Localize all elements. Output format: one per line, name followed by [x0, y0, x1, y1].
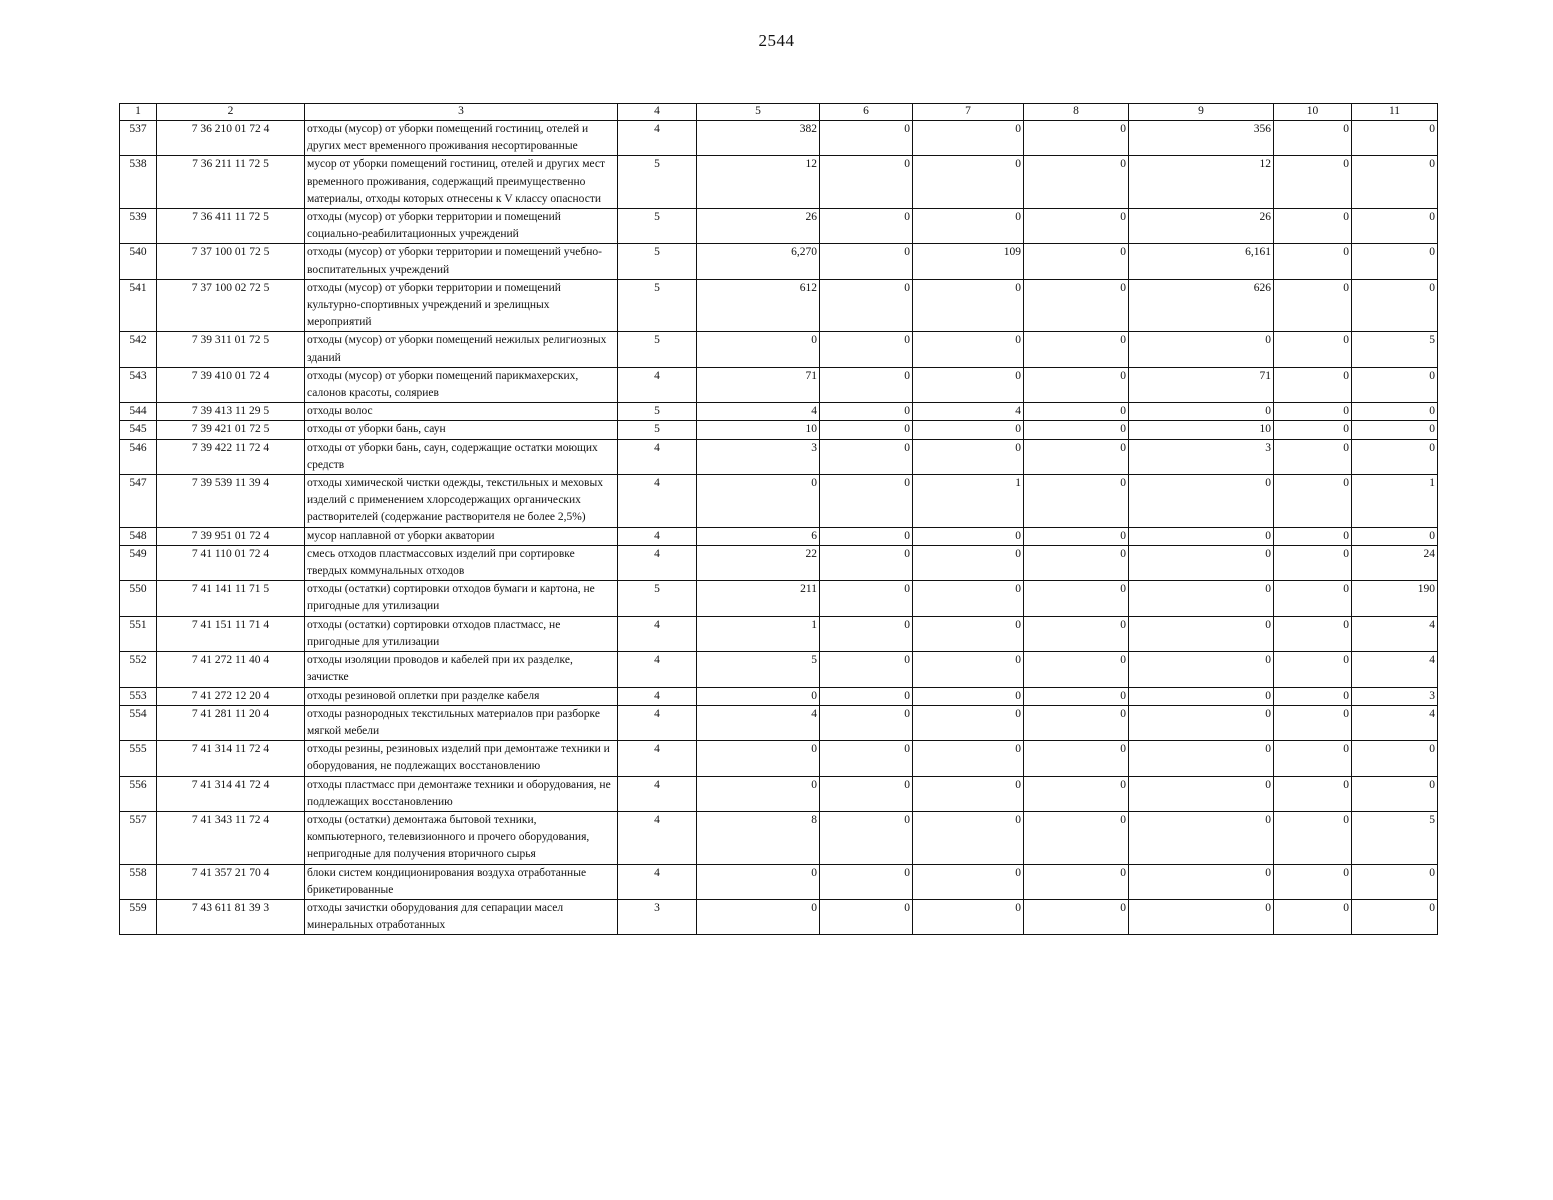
value-col9-cell: 6,161 [1129, 244, 1274, 279]
table-row [120, 209, 1438, 244]
value-col9-cell: 12 [1129, 156, 1274, 209]
waste-code-cell: 7 41 141 11 71 5 [157, 581, 305, 616]
value-col6-cell: 0 [820, 776, 913, 811]
value-col8-cell: 0 [1024, 209, 1129, 244]
hazard-class-cell: 4 [618, 652, 697, 687]
value-col10-cell: 0 [1274, 279, 1352, 332]
value-col11-cell: 4 [1352, 652, 1438, 687]
value-col11-cell: 0 [1352, 244, 1438, 279]
value-col10-cell: 0 [1274, 332, 1352, 367]
row-number-cell: 552 [120, 652, 157, 687]
value-col6-cell: 0 [820, 156, 913, 209]
hazard-class-cell: 4 [618, 811, 697, 864]
value-col5-cell: 6 [697, 527, 820, 545]
waste-code-cell: 7 37 100 01 72 5 [157, 244, 305, 279]
value-col7-cell: 0 [913, 811, 1024, 864]
value-col10-cell: 0 [1274, 899, 1352, 934]
value-col9-cell: 0 [1129, 705, 1274, 740]
row-number-cell: 541 [120, 279, 157, 332]
value-col8-cell: 0 [1024, 244, 1129, 279]
table-row [120, 403, 1438, 421]
value-col7-cell: 0 [913, 367, 1024, 402]
waste-name-cell: отходы от уборки бань, саун [305, 421, 618, 439]
value-col5-cell: 0 [697, 776, 820, 811]
value-col8-cell: 0 [1024, 475, 1129, 528]
value-col9-cell: 10 [1129, 421, 1274, 439]
value-col8-cell: 0 [1024, 811, 1129, 864]
hazard-class-cell: 4 [618, 527, 697, 545]
hazard-class-cell: 3 [618, 899, 697, 934]
waste-code-cell: 7 41 151 11 71 4 [157, 616, 305, 651]
waste-code-cell: 7 41 314 11 72 4 [157, 741, 305, 776]
value-col11-cell: 0 [1352, 899, 1438, 934]
value-col10-cell: 0 [1274, 156, 1352, 209]
waste-code-cell: 7 41 314 41 72 4 [157, 776, 305, 811]
waste-name-cell: отходы (мусор) от уборки помещений парикмахерских, салонов красоты, соляриев [305, 367, 618, 402]
waste-name-cell: мусор от уборки помещений гостиниц, отелей и других мест временного проживания, содержащий преимущественно материалы, отходы которых отнесены к V классу опасности [305, 156, 618, 209]
column-header: 11 [1352, 104, 1438, 121]
value-col8-cell: 0 [1024, 367, 1129, 402]
column-header: 10 [1274, 104, 1352, 121]
value-col5-cell: 8 [697, 811, 820, 864]
table-row [120, 545, 1438, 580]
value-col7-cell: 0 [913, 687, 1024, 705]
value-col10-cell: 0 [1274, 864, 1352, 899]
hazard-class-cell: 4 [618, 741, 697, 776]
value-col7-cell: 0 [913, 776, 1024, 811]
value-col6-cell: 0 [820, 332, 913, 367]
hazard-class-cell: 5 [618, 421, 697, 439]
value-col8-cell: 0 [1024, 652, 1129, 687]
waste-name-cell: смесь отходов пластмассовых изделий при сортировке твердых коммунальных отходов [305, 545, 618, 580]
value-col8-cell: 0 [1024, 705, 1129, 740]
table-row [120, 279, 1438, 332]
table-row [120, 156, 1438, 209]
hazard-class-cell: 4 [618, 545, 697, 580]
value-col9-cell: 0 [1129, 741, 1274, 776]
value-col9-cell: 0 [1129, 332, 1274, 367]
column-header: 6 [820, 104, 913, 121]
value-col5-cell: 0 [697, 475, 820, 528]
waste-code-cell: 7 37 100 02 72 5 [157, 279, 305, 332]
value-col7-cell: 0 [913, 899, 1024, 934]
table-row [120, 616, 1438, 651]
table-row [120, 776, 1438, 811]
value-col7-cell: 0 [913, 439, 1024, 474]
row-number-cell: 556 [120, 776, 157, 811]
value-col11-cell: 0 [1352, 209, 1438, 244]
table-body [120, 121, 1438, 935]
value-col5-cell: 71 [697, 367, 820, 402]
value-col9-cell: 0 [1129, 475, 1274, 528]
waste-code-cell: 7 41 110 01 72 4 [157, 545, 305, 580]
hazard-class-cell: 4 [618, 864, 697, 899]
value-col11-cell: 0 [1352, 864, 1438, 899]
value-col9-cell: 0 [1129, 687, 1274, 705]
value-col8-cell: 0 [1024, 439, 1129, 474]
waste-code-cell: 7 36 210 01 72 4 [157, 121, 305, 156]
value-col9-cell: 0 [1129, 776, 1274, 811]
row-number-cell: 547 [120, 475, 157, 528]
waste-code-cell: 7 43 611 81 39 3 [157, 899, 305, 934]
row-number-cell: 555 [120, 741, 157, 776]
hazard-class-cell: 4 [618, 776, 697, 811]
waste-code-cell: 7 39 410 01 72 4 [157, 367, 305, 402]
value-col5-cell: 211 [697, 581, 820, 616]
waste-code-cell: 7 39 421 01 72 5 [157, 421, 305, 439]
value-col5-cell: 22 [697, 545, 820, 580]
value-col6-cell: 0 [820, 687, 913, 705]
value-col5-cell: 0 [697, 864, 820, 899]
value-col6-cell: 0 [820, 403, 913, 421]
value-col10-cell: 0 [1274, 121, 1352, 156]
table-row [120, 421, 1438, 439]
table-header-row [120, 104, 1438, 121]
column-header: 9 [1129, 104, 1274, 121]
waste-name-cell: блоки систем кондиционирования воздуха отработанные брикетированные [305, 864, 618, 899]
row-number-cell: 537 [120, 121, 157, 156]
row-number-cell: 538 [120, 156, 157, 209]
value-col9-cell: 0 [1129, 527, 1274, 545]
value-col7-cell: 0 [913, 652, 1024, 687]
value-col7-cell: 0 [913, 121, 1024, 156]
value-col10-cell: 0 [1274, 705, 1352, 740]
value-col8-cell: 0 [1024, 899, 1129, 934]
value-col5-cell: 6,270 [697, 244, 820, 279]
value-col6-cell: 0 [820, 279, 913, 332]
hazard-class-cell: 5 [618, 209, 697, 244]
value-col8-cell: 0 [1024, 421, 1129, 439]
value-col5-cell: 0 [697, 332, 820, 367]
value-col11-cell: 1 [1352, 475, 1438, 528]
value-col6-cell: 0 [820, 581, 913, 616]
row-number-cell: 546 [120, 439, 157, 474]
value-col8-cell: 0 [1024, 527, 1129, 545]
hazard-class-cell: 4 [618, 687, 697, 705]
table-row [120, 741, 1438, 776]
value-col11-cell: 3 [1352, 687, 1438, 705]
row-number-cell: 544 [120, 403, 157, 421]
waste-code-cell: 7 41 272 12 20 4 [157, 687, 305, 705]
value-col10-cell: 0 [1274, 545, 1352, 580]
value-col8-cell: 0 [1024, 403, 1129, 421]
table-row [120, 652, 1438, 687]
row-number-cell: 542 [120, 332, 157, 367]
value-col8-cell: 0 [1024, 864, 1129, 899]
value-col11-cell: 24 [1352, 545, 1438, 580]
waste-code-cell: 7 41 272 11 40 4 [157, 652, 305, 687]
value-col8-cell: 0 [1024, 545, 1129, 580]
waste-name-cell: отходы (мусор) от уборки территории и помещений учебно-воспитательных учреждений [305, 244, 618, 279]
value-col8-cell: 0 [1024, 156, 1129, 209]
value-col7-cell: 0 [913, 545, 1024, 580]
value-col11-cell: 4 [1352, 616, 1438, 651]
row-number-cell: 559 [120, 899, 157, 934]
value-col10-cell: 0 [1274, 527, 1352, 545]
hazard-class-cell: 5 [618, 403, 697, 421]
value-col8-cell: 0 [1024, 121, 1129, 156]
hazard-class-cell: 5 [618, 581, 697, 616]
row-number-cell: 557 [120, 811, 157, 864]
value-col10-cell: 0 [1274, 581, 1352, 616]
value-col5-cell: 612 [697, 279, 820, 332]
value-col10-cell: 0 [1274, 439, 1352, 474]
value-col7-cell: 0 [913, 279, 1024, 332]
value-col5-cell: 26 [697, 209, 820, 244]
value-col7-cell: 109 [913, 244, 1024, 279]
waste-code-cell: 7 41 281 11 20 4 [157, 705, 305, 740]
hazard-class-cell: 5 [618, 332, 697, 367]
value-col10-cell: 0 [1274, 776, 1352, 811]
table-row [120, 475, 1438, 528]
value-col7-cell: 0 [913, 864, 1024, 899]
value-col10-cell: 0 [1274, 741, 1352, 776]
table-row [120, 687, 1438, 705]
value-col11-cell: 0 [1352, 527, 1438, 545]
hazard-class-cell: 4 [618, 705, 697, 740]
value-col9-cell: 0 [1129, 581, 1274, 616]
table-row [120, 439, 1438, 474]
value-col8-cell: 0 [1024, 279, 1129, 332]
value-col10-cell: 0 [1274, 616, 1352, 651]
column-header: 4 [618, 104, 697, 121]
value-col6-cell: 0 [820, 421, 913, 439]
value-col9-cell: 0 [1129, 652, 1274, 687]
value-col9-cell: 0 [1129, 403, 1274, 421]
value-col11-cell: 5 [1352, 332, 1438, 367]
hazard-class-cell: 4 [618, 475, 697, 528]
value-col8-cell: 0 [1024, 776, 1129, 811]
value-col11-cell: 0 [1352, 776, 1438, 811]
value-col5-cell: 4 [697, 705, 820, 740]
value-col10-cell: 0 [1274, 403, 1352, 421]
hazard-class-cell: 5 [618, 244, 697, 279]
value-col6-cell: 0 [820, 121, 913, 156]
value-col11-cell: 190 [1352, 581, 1438, 616]
value-col10-cell: 0 [1274, 475, 1352, 528]
waste-name-cell: отходы (мусор) от уборки территории и помещений культурно-спортивных учреждений и зрелищных мероприятий [305, 279, 618, 332]
table-row [120, 705, 1438, 740]
value-col9-cell: 0 [1129, 811, 1274, 864]
column-header: 8 [1024, 104, 1129, 121]
value-col6-cell: 0 [820, 367, 913, 402]
hazard-class-cell: 4 [618, 616, 697, 651]
value-col11-cell: 4 [1352, 705, 1438, 740]
column-header: 5 [697, 104, 820, 121]
value-col6-cell: 0 [820, 475, 913, 528]
value-col5-cell: 3 [697, 439, 820, 474]
row-number-cell: 548 [120, 527, 157, 545]
value-col9-cell: 0 [1129, 545, 1274, 580]
waste-name-cell: отходы (мусор) от уборки помещений гостиниц, отелей и других мест временного проживания несортированные [305, 121, 618, 156]
waste-code-cell: 7 39 539 11 39 4 [157, 475, 305, 528]
waste-code-cell: 7 39 413 11 29 5 [157, 403, 305, 421]
value-col9-cell: 0 [1129, 899, 1274, 934]
value-col11-cell: 0 [1352, 279, 1438, 332]
value-col6-cell: 0 [820, 811, 913, 864]
value-col6-cell: 0 [820, 864, 913, 899]
value-col11-cell: 0 [1352, 421, 1438, 439]
value-col5-cell: 5 [697, 652, 820, 687]
value-col9-cell: 356 [1129, 121, 1274, 156]
waste-code-cell: 7 36 411 11 72 5 [157, 209, 305, 244]
value-col9-cell: 0 [1129, 864, 1274, 899]
value-col7-cell: 0 [913, 581, 1024, 616]
value-col7-cell: 0 [913, 332, 1024, 367]
hazard-class-cell: 4 [618, 439, 697, 474]
value-col6-cell: 0 [820, 899, 913, 934]
row-number-cell: 553 [120, 687, 157, 705]
value-col6-cell: 0 [820, 244, 913, 279]
value-col6-cell: 0 [820, 741, 913, 776]
value-col5-cell: 10 [697, 421, 820, 439]
value-col10-cell: 0 [1274, 652, 1352, 687]
value-col9-cell: 0 [1129, 616, 1274, 651]
value-col5-cell: 12 [697, 156, 820, 209]
value-col6-cell: 0 [820, 545, 913, 580]
waste-name-cell: отходы химической чистки одежды, текстильных и меховых изделий с применением хлорсодержащих органических растворителей (содержание растворителя не более 2,5%) [305, 475, 618, 528]
value-col5-cell: 0 [697, 687, 820, 705]
row-number-cell: 549 [120, 545, 157, 580]
value-col11-cell: 0 [1352, 121, 1438, 156]
value-col6-cell: 0 [820, 209, 913, 244]
value-col9-cell: 626 [1129, 279, 1274, 332]
column-header: 2 [157, 104, 305, 121]
value-col11-cell: 0 [1352, 439, 1438, 474]
waste-name-cell: отходы (мусор) от уборки территории и помещений социально-реабилитационных учреждений [305, 209, 618, 244]
waste-table [119, 103, 1438, 935]
waste-name-cell: отходы резины, резиновых изделий при демонтаже техники и оборудования, не подлежащих восстановлению [305, 741, 618, 776]
waste-name-cell: отходы зачистки оборудования для сепарации масел минеральных отработанных [305, 899, 618, 934]
value-col7-cell: 0 [913, 156, 1024, 209]
waste-name-cell: отходы волос [305, 403, 618, 421]
waste-name-cell: отходы разнородных текстильных материалов при разборке мягкой мебели [305, 705, 618, 740]
value-col7-cell: 4 [913, 403, 1024, 421]
value-col8-cell: 0 [1024, 332, 1129, 367]
value-col10-cell: 0 [1274, 209, 1352, 244]
column-header: 1 [120, 104, 157, 121]
value-col7-cell: 1 [913, 475, 1024, 528]
row-number-cell: 554 [120, 705, 157, 740]
waste-name-cell: отходы (остатки) сортировки отходов бумаги и картона, не пригодные для утилизации [305, 581, 618, 616]
table-row [120, 527, 1438, 545]
value-col9-cell: 71 [1129, 367, 1274, 402]
value-col5-cell: 0 [697, 899, 820, 934]
table-row [120, 864, 1438, 899]
waste-code-cell: 7 41 343 11 72 4 [157, 811, 305, 864]
waste-name-cell: отходы изоляции проводов и кабелей при их разделке, зачистке [305, 652, 618, 687]
column-header: 7 [913, 104, 1024, 121]
waste-name-cell: отходы (остатки) демонтажа бытовой техники, компьютерного, телевизионного и прочего оборудования, непригодные для получения вторичного сырья [305, 811, 618, 864]
waste-name-cell: мусор наплавной от уборки акватории [305, 527, 618, 545]
waste-code-cell: 7 36 211 11 72 5 [157, 156, 305, 209]
table-row [120, 581, 1438, 616]
table-row [120, 811, 1438, 864]
value-col11-cell: 0 [1352, 403, 1438, 421]
table-row [120, 899, 1438, 934]
waste-name-cell: отходы резиновой оплетки при разделке кабеля [305, 687, 618, 705]
row-number-cell: 558 [120, 864, 157, 899]
value-col8-cell: 0 [1024, 616, 1129, 651]
hazard-class-cell: 5 [618, 279, 697, 332]
waste-code-cell: 7 41 357 21 70 4 [157, 864, 305, 899]
value-col11-cell: 0 [1352, 156, 1438, 209]
row-number-cell: 545 [120, 421, 157, 439]
value-col7-cell: 0 [913, 421, 1024, 439]
value-col10-cell: 0 [1274, 421, 1352, 439]
hazard-class-cell: 4 [618, 367, 697, 402]
value-col5-cell: 1 [697, 616, 820, 651]
value-col11-cell: 0 [1352, 741, 1438, 776]
value-col10-cell: 0 [1274, 367, 1352, 402]
row-number-cell: 543 [120, 367, 157, 402]
value-col7-cell: 0 [913, 705, 1024, 740]
value-col5-cell: 4 [697, 403, 820, 421]
value-col5-cell: 382 [697, 121, 820, 156]
value-col11-cell: 0 [1352, 367, 1438, 402]
value-col7-cell: 0 [913, 616, 1024, 651]
waste-name-cell: отходы (мусор) от уборки помещений нежилых религиозных зданий [305, 332, 618, 367]
value-col5-cell: 0 [697, 741, 820, 776]
value-col6-cell: 0 [820, 616, 913, 651]
value-col10-cell: 0 [1274, 244, 1352, 279]
value-col10-cell: 0 [1274, 811, 1352, 864]
waste-name-cell: отходы пластмасс при демонтаже техники и оборудования, не подлежащих восстановлению [305, 776, 618, 811]
column-header: 3 [305, 104, 618, 121]
row-number-cell: 551 [120, 616, 157, 651]
value-col6-cell: 0 [820, 527, 913, 545]
value-col6-cell: 0 [820, 652, 913, 687]
value-col8-cell: 0 [1024, 741, 1129, 776]
value-col10-cell: 0 [1274, 687, 1352, 705]
hazard-class-cell: 5 [618, 156, 697, 209]
value-col7-cell: 0 [913, 527, 1024, 545]
table-row [120, 332, 1438, 367]
waste-code-cell: 7 39 951 01 72 4 [157, 527, 305, 545]
value-col8-cell: 0 [1024, 581, 1129, 616]
hazard-class-cell: 4 [618, 121, 697, 156]
waste-name-cell: отходы (остатки) сортировки отходов пластмасс, не пригодные для утилизации [305, 616, 618, 651]
waste-code-cell: 7 39 422 11 72 4 [157, 439, 305, 474]
value-col6-cell: 0 [820, 439, 913, 474]
value-col9-cell: 26 [1129, 209, 1274, 244]
table-row [120, 121, 1438, 156]
table-row [120, 244, 1438, 279]
value-col8-cell: 0 [1024, 687, 1129, 705]
value-col11-cell: 5 [1352, 811, 1438, 864]
waste-name-cell: отходы от уборки бань, саун, содержащие остатки моющих средств [305, 439, 618, 474]
row-number-cell: 539 [120, 209, 157, 244]
value-col7-cell: 0 [913, 741, 1024, 776]
value-col7-cell: 0 [913, 209, 1024, 244]
page-number: 2544 [758, 31, 795, 50]
waste-code-cell: 7 39 311 01 72 5 [157, 332, 305, 367]
row-number-cell: 550 [120, 581, 157, 616]
row-number-cell: 540 [120, 244, 157, 279]
table-row [120, 367, 1438, 402]
value-col9-cell: 3 [1129, 439, 1274, 474]
value-col6-cell: 0 [820, 705, 913, 740]
